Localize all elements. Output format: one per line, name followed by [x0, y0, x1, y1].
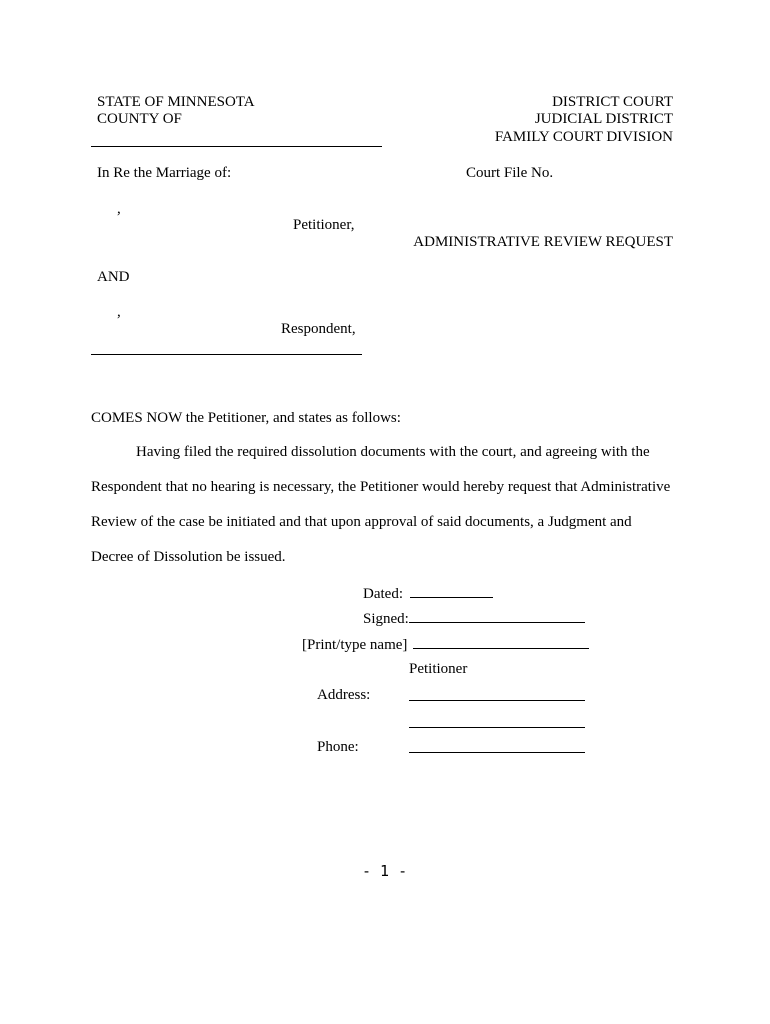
body-line-3: Review of the case be initiated and that upon approval of said documents, a Judgment and	[91, 514, 632, 530]
body-line-2: Respondent that no hearing is necessary, the Petitioner would hereby request that Administrative	[91, 479, 671, 495]
petitioner-signature-caption: Petitioner	[409, 661, 468, 677]
document-title: ADMINISTRATIVE REVIEW REQUEST	[413, 234, 673, 250]
phone-label: Phone:	[317, 739, 359, 755]
state-name: STATE OF MINNESOTA	[97, 94, 255, 110]
court-name: DISTRICT COURT	[552, 94, 673, 110]
court-division: FAMILY COURT DIVISION	[494, 129, 673, 145]
caption-underline	[91, 354, 362, 355]
and-separator: AND	[97, 269, 130, 285]
print-name-label: [Print/type name]	[302, 637, 408, 653]
petitioner-name-comma: ,	[117, 201, 121, 217]
address-label: Address:	[317, 687, 371, 703]
print-name-blank[interactable]	[413, 635, 589, 649]
petitioner-label: Petitioner,	[293, 217, 355, 233]
address-blank-1[interactable]	[409, 700, 585, 701]
county-label: COUNTY OF	[97, 111, 182, 127]
respondent-name-comma: ,	[117, 304, 121, 320]
respondent-label: Respondent,	[281, 321, 356, 337]
court-file-number: Court File No.	[466, 165, 554, 181]
print-name-field	[302, 635, 589, 654]
dated-label: Dated:	[363, 586, 403, 602]
in-re-marriage: In Re the Marriage of:	[97, 165, 232, 181]
judicial-district: JUDICIAL DISTRICT	[534, 111, 673, 127]
phone-blank[interactable]	[409, 752, 585, 753]
address-blank-2[interactable]	[409, 727, 585, 728]
body-line-4: Decree of Dissolution be issued.	[91, 549, 286, 565]
county-underline	[91, 146, 382, 147]
signed-blank[interactable]	[409, 609, 585, 623]
dated-blank[interactable]	[410, 584, 493, 598]
signed-field	[363, 609, 585, 628]
body-line-1: Having filed the required dissolution documents with the court, and agreeing with the	[136, 444, 650, 460]
signed-label: Signed:	[363, 611, 409, 627]
dated-field	[363, 584, 493, 603]
intro-statement: COMES NOW the Petitioner, and states as follows:	[91, 410, 401, 426]
page-number: - 1 -	[362, 862, 408, 880]
